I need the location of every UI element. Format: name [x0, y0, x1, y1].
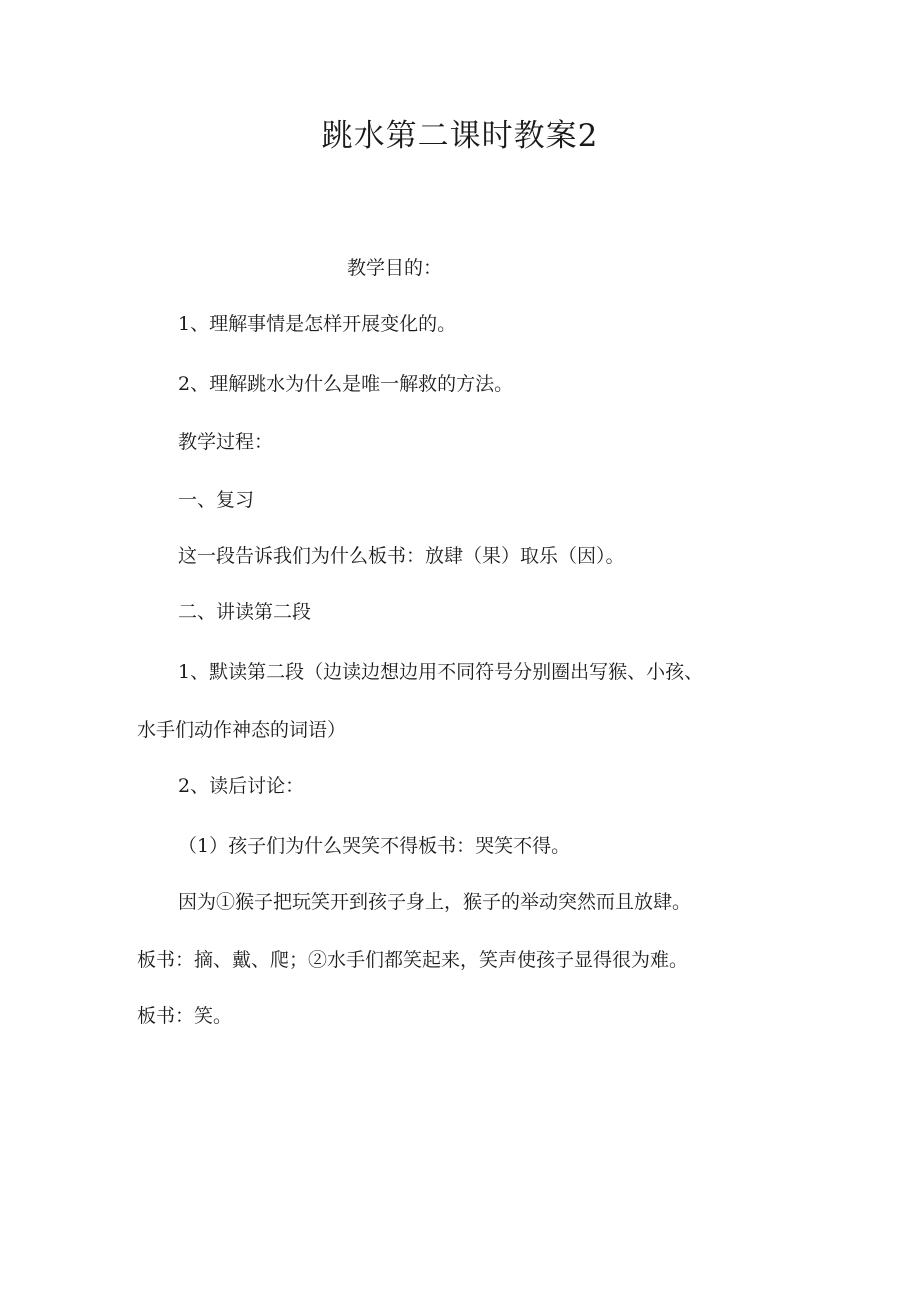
- step-silent-reading: 1、默读第二段（边读边想边用不同符号分别圈出写猴、小孩、: [178, 661, 704, 683]
- step-discussion: 2、读后讨论：: [178, 775, 305, 797]
- explanation-paragraph-continued: 板书：摘、戴、爬；②水手们都笑起来，笑声使孩子显得很为难。: [137, 949, 689, 971]
- teaching-process-heading: 教学过程：: [178, 431, 274, 453]
- explanation-paragraph: 因为①猴子把玩笑开到孩子身上，猴子的举动突然而且放肆。: [178, 891, 692, 913]
- teaching-objectives-heading: 教学目的：: [347, 257, 443, 279]
- step-silent-reading-continued: 水手们动作神态的词语）: [137, 719, 347, 741]
- review-paragraph: 这一段告诉我们为什么板书：放肆（果）取乐（因）。: [178, 545, 625, 567]
- objective-item-2: 2、理解跳水为什么是唯一解救的方法。: [178, 373, 514, 395]
- document-title: 跳水第二课时教案2: [321, 118, 599, 154]
- blackboard-note: 板书：笑。: [137, 1005, 233, 1027]
- section-second-paragraph-heading: 二、讲读第二段: [178, 601, 312, 623]
- objective-item-1: 1、理解事情是怎样开展变化的。: [178, 313, 457, 335]
- discussion-question-1: （1）孩子们为什么哭笑不得板书：哭笑不得。: [178, 835, 571, 857]
- section-review-heading: 一、复习: [178, 489, 255, 511]
